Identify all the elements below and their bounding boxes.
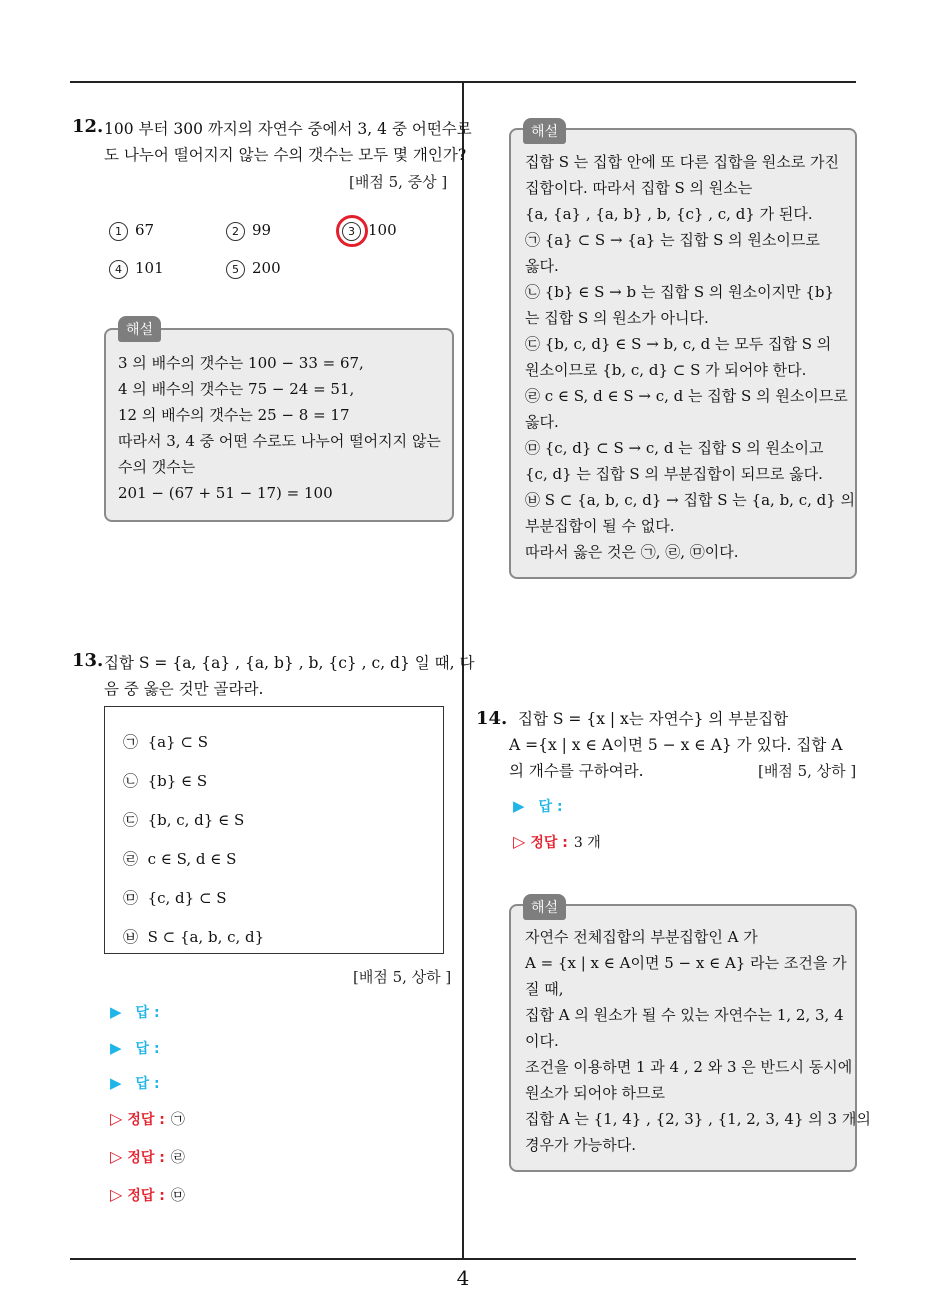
answer-arrow-icon: ▶	[110, 1003, 122, 1021]
q13-answer-field-3[interactable]: ▶ 답 :	[110, 1074, 160, 1092]
choice-number: 4	[109, 260, 128, 279]
solution-line: 옳다.	[525, 413, 559, 431]
q14-line: A ={x | x ∈ A이면 5 − x ∈ A} 가 있다. 집합 A	[509, 736, 843, 754]
q12-line: 도 나누어 떨어지지 않는 수의 갯수는 모두 몇 개인가?	[104, 146, 467, 164]
q12-score: [배점 5, 중상 ]	[349, 173, 448, 191]
answer-arrow-icon: ▶	[513, 797, 525, 815]
choice-value: 99	[252, 221, 272, 239]
q12-choice-1[interactable]	[109, 221, 154, 241]
statement-item: ㉢ {b, c, d} ∈ S	[123, 811, 245, 829]
q13-line: 음 중 옳은 것만 골라라.	[104, 680, 264, 698]
statement-item: ㉤ {c, d} ⊂ S	[123, 889, 227, 907]
solution-line: ㉡ {b} ∈ S → b 는 집합 S 의 원소이지만 {b}	[525, 283, 835, 301]
q14-number: 14.	[476, 708, 508, 729]
solution-line: ㉣ c ∈ S, d ∈ S → c, d 는 집합 S 의 원소이므로	[525, 387, 848, 405]
solution-tag: 해설	[118, 316, 161, 342]
q14-line: 의 개수를 구하여라.	[509, 762, 644, 780]
choice-number: 1	[109, 222, 128, 241]
answer-arrow-icon: ▶	[110, 1074, 122, 1092]
q12-line: 100 부터 300 까지의 자연수 중에서 3, 4 중 어떤수로	[104, 120, 472, 138]
correct-arrow-icon: ▷	[513, 832, 526, 851]
statement-item: ㉠ {a} ⊂ S	[123, 733, 208, 751]
q13-statement-box	[104, 706, 444, 954]
solution-line: 이다.	[525, 1032, 559, 1050]
choice-number: 2	[226, 222, 245, 241]
solution-line: 따라서 3, 4 중 어떤 수로도 나누어 떨어지지 않는	[118, 432, 441, 450]
q13-number: 13.	[72, 650, 104, 671]
q13-answer-field-1[interactable]: ▶ 답 :	[110, 1003, 160, 1021]
solution-line: 201 − (67 + 51 − 17) = 100	[118, 484, 333, 502]
solution-line: ㉢ {b, c, d} ∈ S → b, c, d 는 모두 집합 S 의	[525, 335, 832, 353]
q13-text	[104, 650, 474, 702]
q12-number: 12.	[72, 116, 104, 137]
solution-line: 자연수 전체집합의 부분집합인 A 가	[525, 928, 758, 946]
solution-line: 집합 S 는 집합 안에 또 다른 집합을 원소로 가진	[525, 153, 840, 171]
statement-item: ㉣ c ∈ S, d ∈ S	[123, 850, 237, 868]
solution-line: 옳다.	[525, 257, 559, 275]
q12-choice-4[interactable]	[109, 259, 164, 279]
q14-score: [배점 5, 상하 ]	[758, 762, 857, 780]
solution-line: 12 의 배수의 갯수는 25 − 8 = 17	[118, 406, 350, 424]
q12-choice-3[interactable]	[342, 221, 397, 241]
choice-value: 200	[252, 259, 281, 277]
solution-line: ㉤ {c, d} ⊂ S → c, d 는 집합 S 의 원소이고	[525, 439, 824, 457]
solution-line: 4 의 배수의 갯수는 75 − 24 = 51,	[118, 380, 355, 398]
page-number: 4	[456, 1266, 470, 1290]
solution-tag: 해설	[523, 894, 566, 920]
q14-answer-field[interactable]: ▶ 답 :	[513, 797, 563, 815]
q14-text	[518, 706, 788, 732]
choice-value: 100	[368, 221, 397, 239]
solution-line: 따라서 옳은 것은 ㉠, ㉣, ㉤이다.	[525, 543, 739, 561]
solution-tag: 해설	[523, 118, 566, 144]
solution-line: ㉠ {a} ⊂ S → {a} 는 집합 S 의 원소이므로	[525, 231, 820, 249]
q12-choice-2[interactable]	[226, 221, 271, 241]
answer-arrow-icon: ▶	[110, 1039, 122, 1057]
q13-correct-answer-3: ▷ 정답 : ㉤	[110, 1185, 185, 1204]
solution-line: 부분집합이 될 수 없다.	[525, 517, 675, 535]
q13-correct-answer-1: ▷ 정답 : ㉠	[110, 1109, 185, 1128]
solution-line: 수의 갯수는	[118, 458, 196, 476]
solution-line: 경우가 가능하다.	[525, 1136, 636, 1154]
solution-line: {c, d} 는 집합 S 의 부분집합이 되므로 옳다.	[525, 465, 823, 483]
choice-value: 67	[135, 221, 155, 239]
statement-item: ㉥ S ⊂ {a, b, c, d}	[123, 928, 265, 946]
correct-arrow-icon: ▷	[110, 1185, 123, 1204]
solution-line: ㉥ S ⊂ {a, b, c, d} → 집합 S 는 {a, b, c, d} 의	[525, 491, 856, 509]
solution-line: 질 때,	[525, 980, 564, 998]
q12-solution-body	[118, 350, 441, 506]
solution-line: 집합 A 는 {1, 4} , {2, 3} , {1, 2, 3, 4} 의 3 개의	[525, 1110, 871, 1128]
solution-line: A = {x | x ∈ A이면 5 − x ∈ A} 라는 조건을 가	[525, 954, 847, 972]
bottom-rule	[70, 1258, 856, 1260]
q13-line: 집합 S = {a, {a} , {a, b} , b, {c} , c, d} 일 때, 다	[104, 654, 475, 672]
solution-line: 3 의 배수의 갯수는 100 − 33 = 67,	[118, 354, 364, 372]
q12-solution-box	[104, 322, 454, 522]
solution-line: 집합 A 의 원소가 될 수 있는 자연수는 1, 2, 3, 4	[525, 1006, 844, 1024]
q13-solution-box	[509, 124, 857, 579]
choice-number: 5	[226, 260, 245, 279]
solution-line: 원소이므로 {b, c, d} ⊂ S 가 되어야 한다.	[525, 361, 807, 379]
solution-line: 는 집합 S 의 원소가 아니다.	[525, 309, 709, 327]
q14-solution-box	[509, 900, 871, 1172]
q13-score: [배점 5, 상하 ]	[353, 968, 452, 986]
q14-line: 집합 S = {x | x는 자연수} 의 부분집합	[518, 710, 789, 728]
correct-arrow-icon: ▷	[110, 1147, 123, 1166]
correct-arrow-icon: ▷	[110, 1109, 123, 1128]
q14-correct-answer: ▷ 정답 : 3 개	[513, 832, 601, 851]
choice-value: 101	[135, 259, 164, 277]
q13-solution-body	[525, 149, 855, 565]
q14-solution-body	[525, 924, 871, 1158]
solution-line: 조건을 이용하면 1 과 4 , 2 와 3 은 반드시 동시에	[525, 1058, 853, 1076]
solution-line: {a, {a} , {a, b} , b, {c} , c, d} 가 된다.	[525, 205, 813, 223]
q12-text	[104, 116, 472, 168]
solution-line: 원소가 되어야 하므로	[525, 1084, 665, 1102]
q13-answer-field-2[interactable]: ▶ 답 :	[110, 1039, 160, 1057]
statement-item: ㉡ {b} ∈ S	[123, 772, 208, 790]
choice-number: 3	[342, 222, 361, 241]
solution-line: 집합이다. 따라서 집합 S 의 원소는	[525, 179, 753, 197]
q12-choice-5[interactable]	[226, 259, 281, 279]
q13-correct-answer-2: ▷ 정답 : ㉣	[110, 1147, 185, 1166]
